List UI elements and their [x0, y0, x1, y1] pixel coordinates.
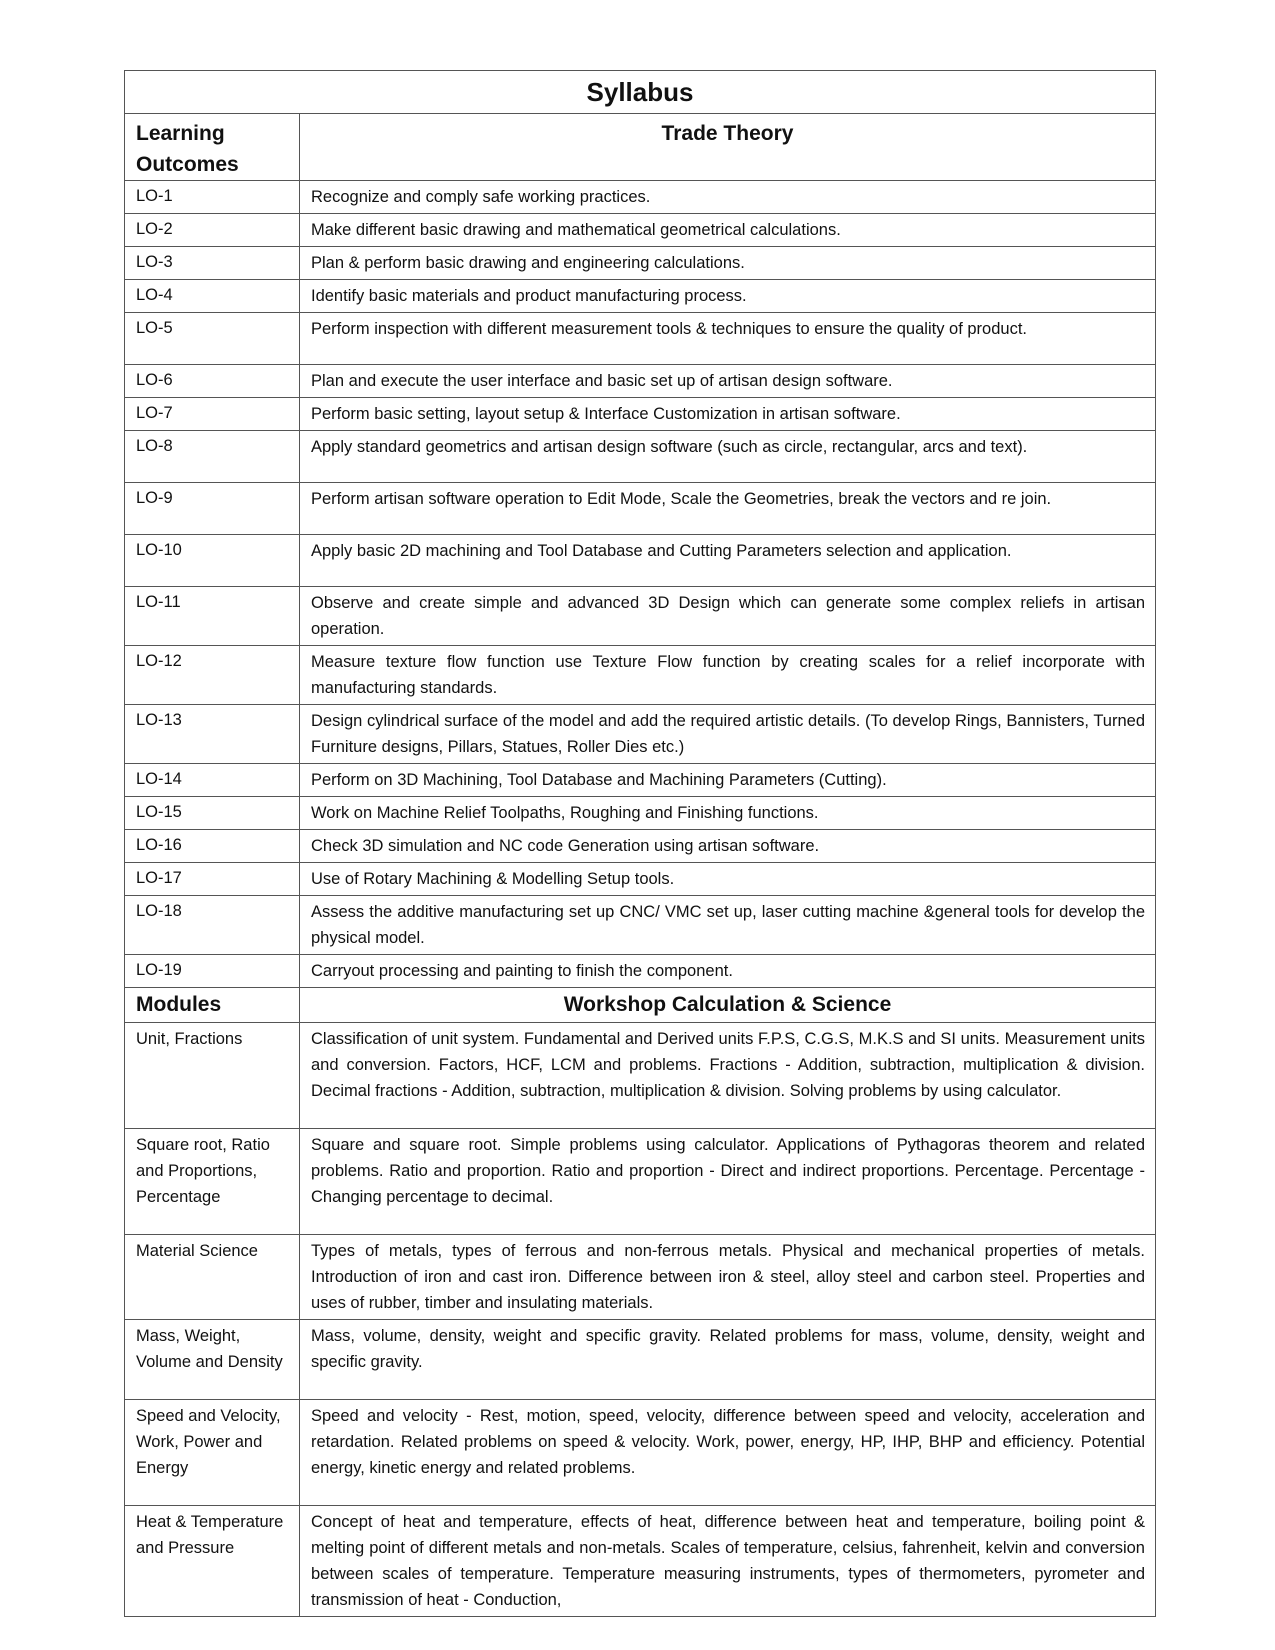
lo-text: Check 3D simulation and NC code Generation using artisan software. [300, 830, 1156, 863]
header-workshop-calculation: Workshop Calculation & Science [300, 988, 1156, 1023]
module-name: Material Science [125, 1235, 300, 1320]
lo-id: LO-13 [125, 705, 300, 764]
module-name: Unit, Fractions [125, 1023, 300, 1129]
lo-text: Use of Rotary Machining & Modelling Setup tools. [300, 863, 1156, 896]
module-text: Mass, volume, density, weight and specific gravity. Related problems for mass, volume, density, weight and specific gravity. [300, 1320, 1156, 1400]
lo-text: Apply basic 2D machining and Tool Database and Cutting Parameters selection and application. [300, 535, 1156, 587]
lo-text: Perform on 3D Machining, Tool Database and Machining Parameters (Cutting). [300, 764, 1156, 797]
lo-text: Apply standard geometrics and artisan design software (such as circle, rectangular, arcs and text). [300, 431, 1156, 483]
table-row [125, 587, 1156, 646]
table-row [125, 1400, 1156, 1506]
lo-text: Design cylindrical surface of the model and add the required artistic details. (To develop Rings, Bannisters, Turned Furniture designs, Pillars, Statues, Roller Dies etc.) [300, 705, 1156, 764]
table-row [125, 646, 1156, 705]
lo-id: LO-2 [125, 214, 300, 247]
lo-id: LO-9 [125, 483, 300, 535]
lo-id: LO-19 [125, 955, 300, 988]
title-row [125, 71, 1156, 114]
lo-text: Identify basic materials and product manufacturing process. [300, 280, 1156, 313]
lo-id: LO-1 [125, 181, 300, 214]
lo-text: Recognize and comply safe working practices. [300, 181, 1156, 214]
table-row [125, 535, 1156, 587]
lo-id: LO-5 [125, 313, 300, 365]
table-row [125, 764, 1156, 797]
table-row [125, 830, 1156, 863]
table-row [125, 247, 1156, 280]
lo-text: Plan and execute the user interface and basic set up of artisan design software. [300, 365, 1156, 398]
lo-id: LO-15 [125, 797, 300, 830]
lo-text: Perform basic setting, layout setup & Interface Customization in artisan software. [300, 398, 1156, 431]
module-text: Types of metals, types of ferrous and non-ferrous metals. Physical and mechanical properties of metals. Introduction of iron and cast iron. Difference between iron & steel, alloy steel and carbon steel. Properties and uses of rubber, timber and insulating materials. [300, 1235, 1156, 1320]
table-row [125, 1023, 1156, 1129]
table-row [125, 181, 1156, 214]
modules-header-row [125, 988, 1156, 1023]
module-name: Speed and Velocity, Work, Power and Energy [125, 1400, 300, 1506]
lo-id: LO-14 [125, 764, 300, 797]
table-row [125, 797, 1156, 830]
table-row [125, 1320, 1156, 1400]
lo-id: LO-6 [125, 365, 300, 398]
table-row [125, 365, 1156, 398]
syllabus-table [124, 70, 1156, 1617]
lo-id: LO-17 [125, 863, 300, 896]
lo-text: Perform artisan software operation to Edit Mode, Scale the Geometries, break the vectors and re join. [300, 483, 1156, 535]
module-name: Mass, Weight, Volume and Density [125, 1320, 300, 1400]
table-row [125, 483, 1156, 535]
table-row [125, 1506, 1156, 1617]
lo-text: Carryout processing and painting to finish the component. [300, 955, 1156, 988]
lo-id: LO-16 [125, 830, 300, 863]
module-name: Square root, Ratio and Proportions, Percentage [125, 1129, 300, 1235]
module-text: Classification of unit system. Fundamental and Derived units F.P.S, C.G.S, M.K.S and SI units. Measurement units and conversion. Factors, HCF, LCM and problems. Fractions - Addition, subtraction, multiplication & division. Decimal fractions - Addition, subtraction, multiplication & division. Solving problems by using calculator. [300, 1023, 1156, 1129]
table-row [125, 398, 1156, 431]
lo-text: Work on Machine Relief Toolpaths, Roughing and Finishing functions. [300, 797, 1156, 830]
lo-text: Make different basic drawing and mathematical geometrical calculations. [300, 214, 1156, 247]
table-row [125, 1129, 1156, 1235]
lo-text: Assess the additive manufacturing set up CNC/ VMC set up, laser cutting machine &general tools for develop the physical model. [300, 896, 1156, 955]
table-row [125, 896, 1156, 955]
lo-id: LO-7 [125, 398, 300, 431]
table-row [125, 705, 1156, 764]
module-text: Concept of heat and temperature, effects of heat, difference between heat and temperature, boiling point & melting point of different metals and non-metals. Scales of temperature, celsius, fahrenheit, kelvin and conversion between scales of temperature. Temperature measuring instruments, types of thermometers, pyrometer and transmission of heat - Conduction, [300, 1506, 1156, 1617]
lo-id: LO-11 [125, 587, 300, 646]
table-row [125, 280, 1156, 313]
lo-id: LO-12 [125, 646, 300, 705]
table-title: Syllabus [125, 71, 1156, 114]
lo-id: LO-18 [125, 896, 300, 955]
lo-id: LO-3 [125, 247, 300, 280]
lo-text: Plan & perform basic drawing and engineering calculations. [300, 247, 1156, 280]
lo-text: Observe and create simple and advanced 3D Design which can generate some complex reliefs in artisan operation. [300, 587, 1156, 646]
table-row [125, 431, 1156, 483]
lo-id: LO-4 [125, 280, 300, 313]
table-row [125, 214, 1156, 247]
lo-id: LO-10 [125, 535, 300, 587]
table-row [125, 313, 1156, 365]
lo-text: Measure texture flow function use Texture Flow function by creating scales for a relief incorporate with manufacturing standards. [300, 646, 1156, 705]
module-text: Speed and velocity - Rest, motion, speed, velocity, difference between speed and velocity, acceleration and retardation. Related problems on speed & velocity. Work, power, energy, HP, IHP, BHP and efficiency. Potential energy, kinetic energy and related problems. [300, 1400, 1156, 1506]
table-row [125, 1235, 1156, 1320]
header-modules: Modules [125, 988, 300, 1023]
module-text: Square and square root. Simple problems using calculator. Applications of Pythagoras theorem and related problems. Ratio and proportion. Ratio and proportion - Direct and indirect proportions. Percentage. Percentage - Changing percentage to decimal. [300, 1129, 1156, 1235]
lo-text: Perform inspection with different measurement tools & techniques to ensure the quality of product. [300, 313, 1156, 365]
header-learning-outcomes: Learning Outcomes [125, 114, 300, 181]
header-trade-theory: Trade Theory [300, 114, 1156, 181]
table-row [125, 863, 1156, 896]
header-row [125, 114, 1156, 181]
table-row [125, 955, 1156, 988]
lo-id: LO-8 [125, 431, 300, 483]
module-name: Heat & Temperature and Pressure [125, 1506, 300, 1617]
syllabus-page [124, 70, 1155, 1617]
